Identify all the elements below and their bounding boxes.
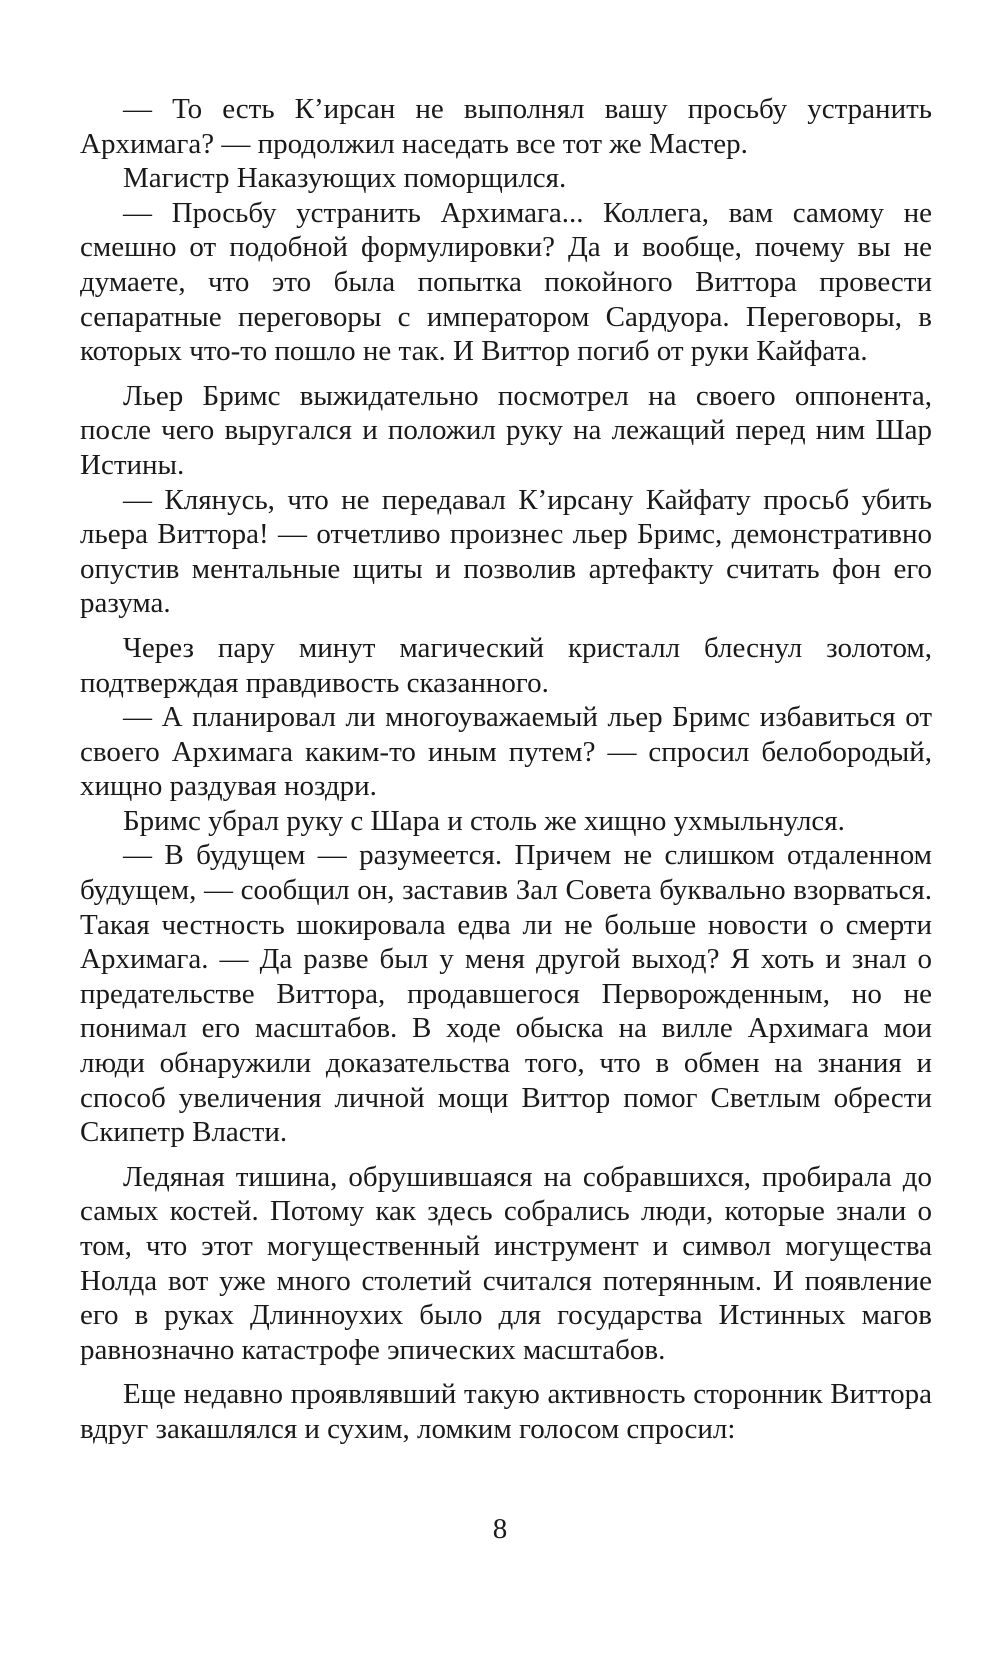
paragraph: Еще недавно проявлявший такую активность сторонник Виттора вдруг закашлялся и сухим, ломким голосом спросил:	[80, 1378, 932, 1445]
paragraph: — А планировал ли многоуважаемый льер Бримс избавиться от своего Архимага каким-то иным путем? — спросил белобородый, хищно раздувая ноздри.	[80, 701, 932, 803]
paragraph: — Клянусь, что не передавал К’ирсану Кайфату просьб убить льера Виттора! — отчетливо произнес льер Бримс, демонстративно опустив ментальные щиты и позволив артефакту считать фон его разума.	[80, 483, 932, 620]
paragraph: — То есть К’ирсан не выполнял вашу просьбу устранить Архимага? — продолжил наседать все тот же Мастер.	[80, 93, 932, 160]
paragraph: Бримс убрал руку с Шара и столь же хищно ухмыльнулся.	[123, 804, 845, 837]
page-body	[80, 92, 932, 1447]
paragraph: Через пару минут магический кристалл блеснул золотом, подтверждая правдивость сказанного.	[80, 631, 932, 699]
paragraph: Ледяная тишина, обрушившаяся на собравшихся, пробирала до самых костей. Потому как здесь собрались люди, которые знали о том, что этот могущественный инструмент и символ могущества Нолда вот уже много столетий считался потерянным. И появление его в руках Длинноухих было для государства Истинных магов равнозначно катастрофе эпических масштабов.	[80, 1160, 932, 1366]
paragraph: Льер Бримс выжидательно посмотрел на своего оппонента, после чего выругался и положил руку на лежащий перед ним Шар Истины.	[80, 379, 932, 481]
page-number: 8	[492, 1513, 508, 1545]
paragraph: — В будущем — разумеется. Причем не слишком отдаленном будущем, — сообщил он, заставив Зал Совета буквально взорваться. Такая честность шокировала едва ли не больше новости о смерти Архимага. — Да разве был у меня другой выход? Я хоть и знал о предательстве Виттора, продавшегося Перворожденным, но не понимал его масштабов. В ходе обыска на вилле Архимага мои люди обнаружили доказательства того, что в обмен на знания и способ увеличения личной мощи Виттор помог Светлым обрести Скипетр Власти.	[80, 839, 932, 1149]
paragraph: Магистр Наказующих поморщился.	[123, 162, 567, 195]
paragraph: — Просьбу устранить Архимага... Коллега, вам самому не смешно от подобной формулировки? Да и вообще, почему вы не думаете, что это была попытка покойного Виттора провести сепаратные переговоры с императором Сардуора. Переговоры, в которых что-то пошло не так. И Виттор погиб от руки Кайфата.	[80, 196, 932, 368]
